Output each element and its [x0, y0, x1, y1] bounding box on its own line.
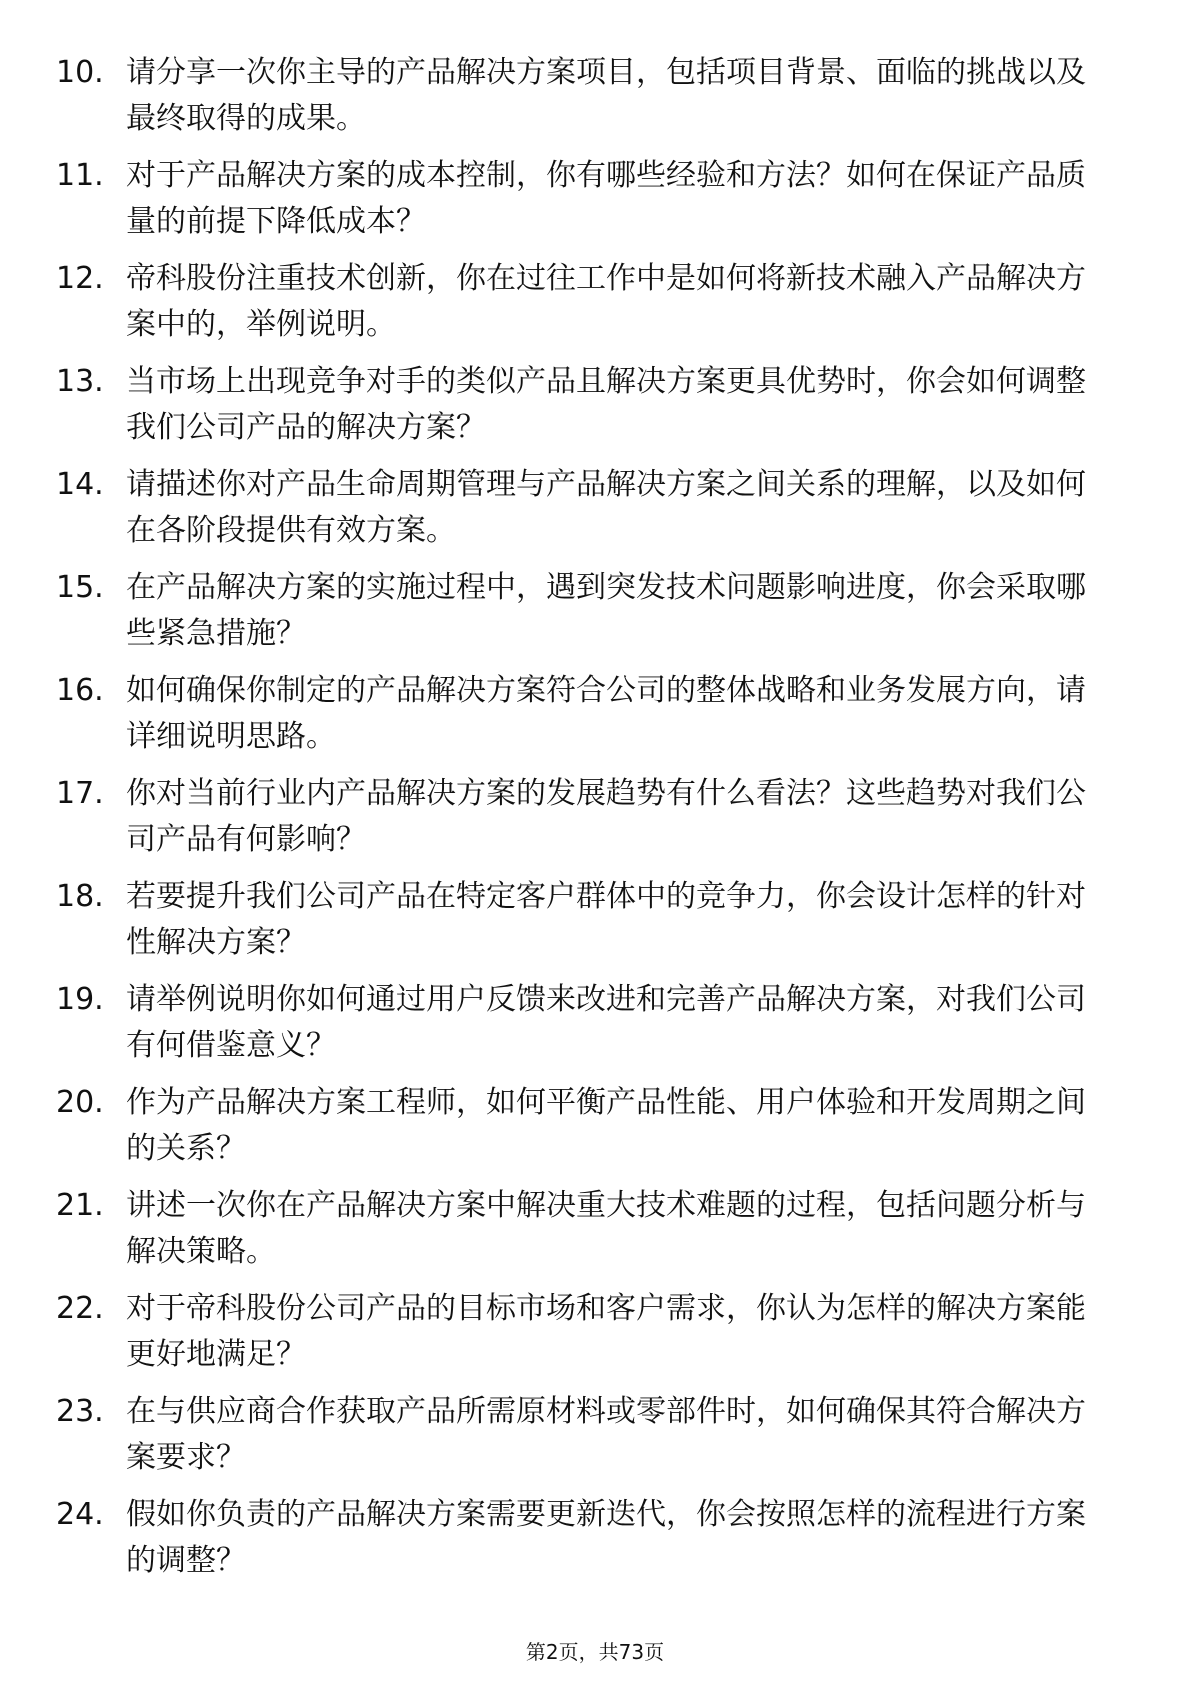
- question-number: 11.: [56, 158, 104, 193]
- question-text: 若要提升我们公司产品在特定客户群体中的竞争力，你会设计怎样的针对性解决方案？: [126, 879, 1086, 960]
- question-item: [56, 1080, 1116, 1180]
- question-number: 22.: [56, 1291, 104, 1326]
- question-number: 14.: [56, 467, 104, 502]
- question-number: 13.: [56, 364, 104, 399]
- question-text: 讲述一次你在产品解决方案中解决重大技术难题的过程，包括问题分析与解决策略。: [126, 1188, 1086, 1269]
- question-item: [56, 668, 1116, 768]
- question-text: 你对当前行业内产品解决方案的发展趋势有什么看法？这些趋势对我们公司产品有何影响？: [126, 776, 1086, 857]
- question-number: 24.: [56, 1497, 104, 1532]
- question-text: 对于帝科股份公司产品的目标市场和客户需求，你认为怎样的解决方案能更好地满足？: [126, 1291, 1086, 1372]
- question-number: 20.: [56, 1085, 104, 1120]
- question-text: 当市场上出现竞争对手的类似产品且解决方案更具优势时，你会如何调整我们公司产品的解决方案？: [126, 364, 1086, 445]
- question-number: 19.: [56, 982, 104, 1017]
- question-number: 17.: [56, 776, 104, 811]
- question-item: [56, 1389, 1116, 1489]
- question-item: [56, 1286, 1116, 1386]
- page-footer: [0, 1636, 1190, 1665]
- question-text: 在产品解决方案的实施过程中，遇到突发技术问题影响进度，你会采取哪些紧急措施？: [126, 570, 1086, 651]
- question-number: 18.: [56, 879, 104, 914]
- question-number: 12.: [56, 261, 104, 296]
- question-number: 21.: [56, 1188, 104, 1223]
- question-number: 23.: [56, 1394, 104, 1429]
- question-text: 在与供应商合作获取产品所需原材料或零部件时，如何确保其符合解决方案要求？: [126, 1394, 1086, 1475]
- question-item: [56, 1492, 1116, 1592]
- question-item: [56, 256, 1116, 356]
- question-text: 帝科股份注重技术创新，你在过往工作中是如何将新技术融入产品解决方案中的，举例说明。: [126, 261, 1086, 342]
- question-text: 请举例说明你如何通过用户反馈来改进和完善产品解决方案，对我们公司有何借鉴意义？: [126, 982, 1086, 1063]
- question-text: 请分享一次你主导的产品解决方案项目，包括项目背景、面临的挑战以及最终取得的成果。: [126, 55, 1086, 136]
- question-text: 如何确保你制定的产品解决方案符合公司的整体战略和业务发展方向，请详细说明思路。: [126, 673, 1086, 754]
- question-item: [56, 977, 1116, 1077]
- question-list: [56, 50, 1116, 1595]
- question-item: [56, 462, 1116, 562]
- question-item: [56, 153, 1116, 253]
- page-number-label: 第2页，共73页: [525, 1640, 665, 1664]
- question-text: 假如你负责的产品解决方案需要更新迭代，你会按照怎样的流程进行方案的调整？: [126, 1497, 1086, 1578]
- question-item: [56, 359, 1116, 459]
- question-text: 作为产品解决方案工程师，如何平衡产品性能、用户体验和开发周期之间的关系？: [126, 1085, 1086, 1166]
- question-text: 请描述你对产品生命周期管理与产品解决方案之间关系的理解，以及如何在各阶段提供有效方案。: [126, 467, 1086, 548]
- question-number: 10.: [56, 55, 104, 90]
- question-number: 15.: [56, 570, 104, 605]
- question-item: [56, 874, 1116, 974]
- question-item: [56, 50, 1116, 150]
- question-item: [56, 565, 1116, 665]
- question-item: [56, 1183, 1116, 1283]
- question-number: 16.: [56, 673, 104, 708]
- question-item: [56, 771, 1116, 871]
- question-text: 对于产品解决方案的成本控制，你有哪些经验和方法？如何在保证产品质量的前提下降低成本？: [126, 158, 1086, 239]
